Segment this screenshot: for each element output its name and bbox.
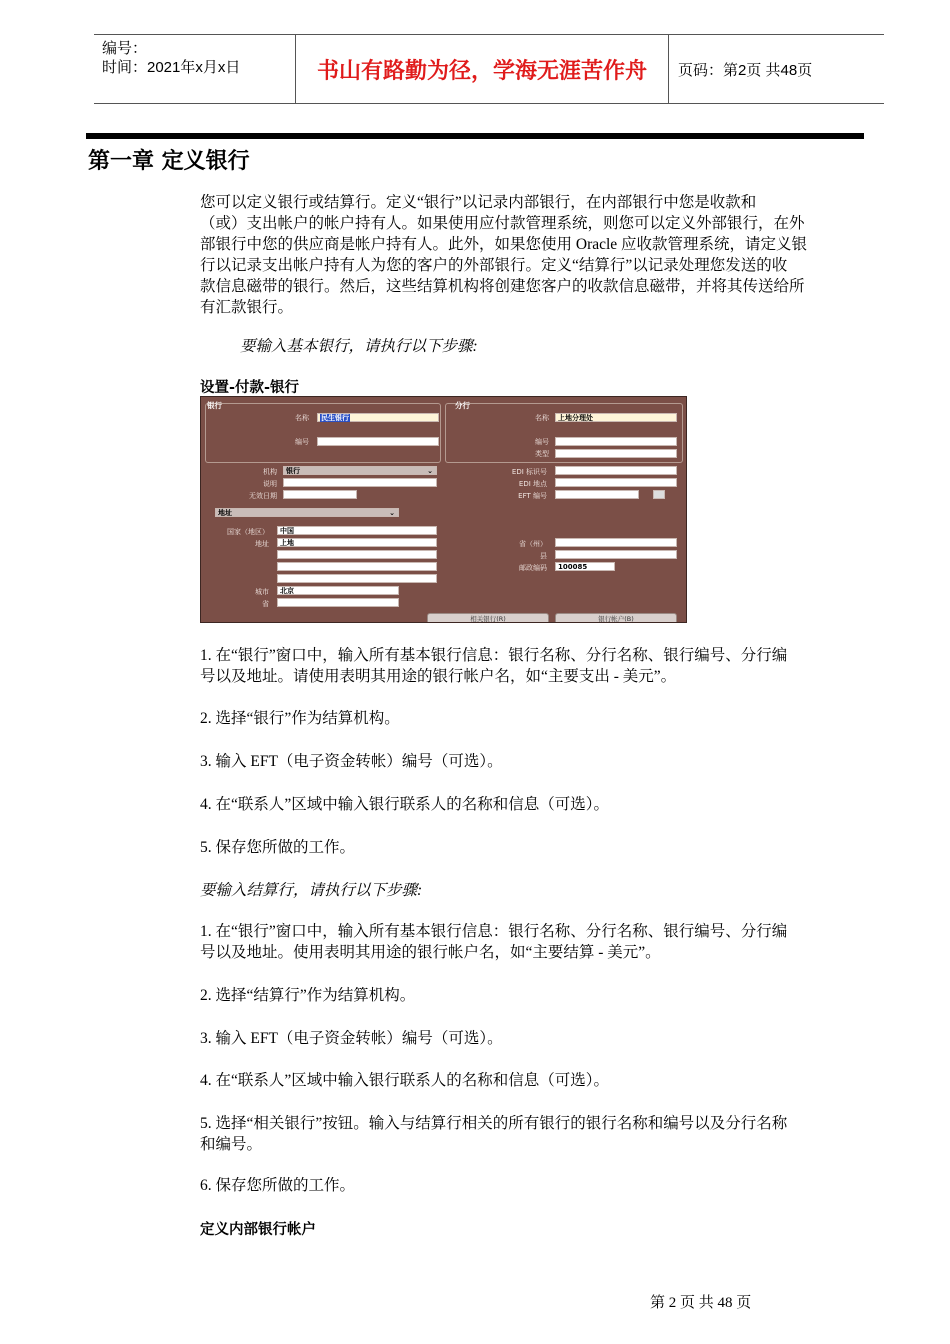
text-line: 号以及地址。使用表明其用途的银行帐户名，如“主要结算 - 美元”。 [200, 944, 661, 961]
institution-label: 机构 [263, 468, 277, 476]
address-label: 地址 [255, 540, 269, 548]
text-line: 款信息磁带的银行。然后，这些结算机构将创建您客户的收款信息磁带，并将其传送给所 [200, 278, 805, 295]
inactive-date-label: 无效日期 [249, 492, 277, 500]
postal-field[interactable]: 100085 [555, 562, 615, 571]
step-4-basic: 4. 在“联系人”区域中输入银行联系人的名称和信息（可选）。 [200, 796, 610, 813]
header-divider [668, 35, 669, 103]
nav-path: 设置-付款-银行 [200, 380, 300, 396]
bank-form-screenshot [200, 396, 687, 623]
postal-label: 邮政编码 [519, 564, 547, 572]
eft-number-label: EFT 编号 [518, 492, 547, 500]
region-value: 地址 [218, 509, 232, 517]
text-line: 5. 选择“相关银行”按钮。输入与结算行相关的所有银行的银行名称和编号以及分行名称 [200, 1115, 788, 1132]
inactive-date-field[interactable] [283, 490, 357, 499]
text-line: 部银行中您的供应商是帐户持有人。此外，如果您使用 Oracle 应收款管理系统，请定义银 [200, 236, 808, 253]
bank-name-label: 名称 [295, 414, 309, 422]
branch-panel-title: 分行 [455, 401, 470, 410]
edi-location-field[interactable] [555, 478, 677, 487]
province-label: 省（州） [519, 540, 547, 548]
edi-location-label: EDI 地点 [518, 480, 547, 488]
basic-bank-heading: 要输入基本银行，请执行以下步骤: [240, 338, 478, 355]
branch-name-field[interactable]: 上地分理处 [555, 413, 677, 422]
section-heading: 定义内部银行帐户 [200, 1222, 316, 1238]
step-3-clearing: 3. 输入 EFT（电子资金转帐）编号（可选）。 [200, 1030, 503, 1047]
country-field[interactable]: 中国 [277, 526, 437, 535]
clearing-heading: 要输入结算行，请执行以下步骤: [200, 882, 423, 899]
intro-paragraph [200, 192, 860, 318]
text-line: 号以及地址。请使用表明其用途的银行帐户名，如“主要支出 - 美元”。 [200, 668, 677, 685]
bank-name-value: 民生银行 [321, 414, 349, 422]
step-2-clearing: 2. 选择“结算行”作为结算机构。 [200, 987, 416, 1004]
step-2-basic: 2. 选择“银行”作为结算机构。 [200, 710, 400, 727]
city-field[interactable]: 北京 [277, 586, 399, 595]
branch-name-label: 名称 [535, 414, 549, 422]
step-4-clearing: 4. 在“联系人”区域中输入银行联系人的名称和信息（可选）。 [200, 1072, 610, 1089]
bank-number-field[interactable] [317, 437, 439, 446]
city-label: 城市 [255, 588, 269, 596]
step-5-clearing [200, 1113, 860, 1155]
chapter-title: 第一章 定义银行 [88, 149, 250, 174]
related-banks-button[interactable]: 相关银行(R) [427, 613, 549, 623]
branch-number-field[interactable] [555, 437, 677, 446]
branch-type-field[interactable] [555, 449, 677, 458]
edi-id-label: EDI 标识号 [511, 468, 547, 476]
chevron-down-icon: ⌄ [389, 509, 395, 517]
page-header [94, 34, 884, 104]
text-line: 行以记录支出帐户持有人为您的客户的外部银行。定义“结算行”以记录处理您发送的收 [200, 257, 788, 274]
institution-value: 银行 [286, 467, 300, 475]
step-3-basic: 3. 输入 EFT（电子资金转帐）编号（可选）。 [200, 753, 503, 770]
province-field[interactable] [555, 538, 677, 547]
text-line: （或）支出帐户的帐户持有人。如果使用应付款管理系统，则您可以定义外部银行，在外 [200, 215, 805, 232]
bank-name-field[interactable] [317, 413, 439, 422]
header-meta [102, 39, 292, 77]
text-line: 您可以定义银行或结算行。定义“银行”以记录内部银行，在内部银行中您是收款和 [200, 194, 757, 211]
flex-field-button[interactable] [653, 490, 665, 499]
bank-accounts-button[interactable]: 银行帐户(B) [555, 613, 677, 623]
text-line: 和编号。 [200, 1136, 263, 1153]
description-label: 说明 [263, 480, 277, 488]
step-1-basic [200, 645, 860, 687]
institution-select[interactable] [283, 466, 437, 475]
branch-type-label: 类型 [535, 450, 549, 458]
county-field[interactable] [555, 550, 677, 559]
chapter-rule [86, 133, 864, 139]
bank-number-label: 编号 [295, 438, 309, 446]
chevron-down-icon: ⌄ [427, 467, 433, 475]
eft-number-field[interactable] [555, 490, 639, 499]
text-line: 1. 在“银行”窗口中，输入所有基本银行信息：银行名称、分行名称、银行编号、分行编 [200, 923, 788, 940]
address-line-4[interactable] [277, 574, 437, 583]
bank-panel [205, 403, 441, 463]
address-line-1[interactable]: 上地 [277, 538, 437, 547]
description-field[interactable] [283, 478, 437, 487]
text-line: 1. 在“银行”窗口中，输入所有基本银行信息：银行名称、分行名称、银行编号、分行编 [200, 647, 788, 664]
address-line-2[interactable] [277, 550, 437, 559]
page-footer: 第 2 页 共 48 页 [650, 1295, 752, 1311]
county-label: 县 [540, 552, 547, 560]
region-select[interactable] [215, 508, 399, 517]
country-label: 国家（地区） [227, 528, 269, 536]
header-page-info: 页码：第2页 共48页 [678, 61, 813, 79]
branch-number-label: 编号 [535, 438, 549, 446]
step-6-clearing: 6. 保存您所做的工作。 [200, 1177, 356, 1194]
text-line: 有汇款银行。 [200, 299, 294, 316]
state-label: 省 [262, 600, 269, 608]
header-motto: 书山有路勤为径，学海无涯苦作舟 [316, 58, 647, 84]
step-1-clearing [200, 921, 860, 963]
address-line-3[interactable] [277, 562, 437, 571]
state-field[interactable] [277, 598, 399, 607]
step-5-basic: 5. 保存您所做的工作。 [200, 839, 356, 856]
time-label: 时间：2021年x月x日 [102, 59, 241, 76]
edi-id-field[interactable] [555, 466, 677, 475]
number-label: 编号： [102, 40, 148, 57]
bank-panel-title: 银行 [207, 401, 222, 410]
